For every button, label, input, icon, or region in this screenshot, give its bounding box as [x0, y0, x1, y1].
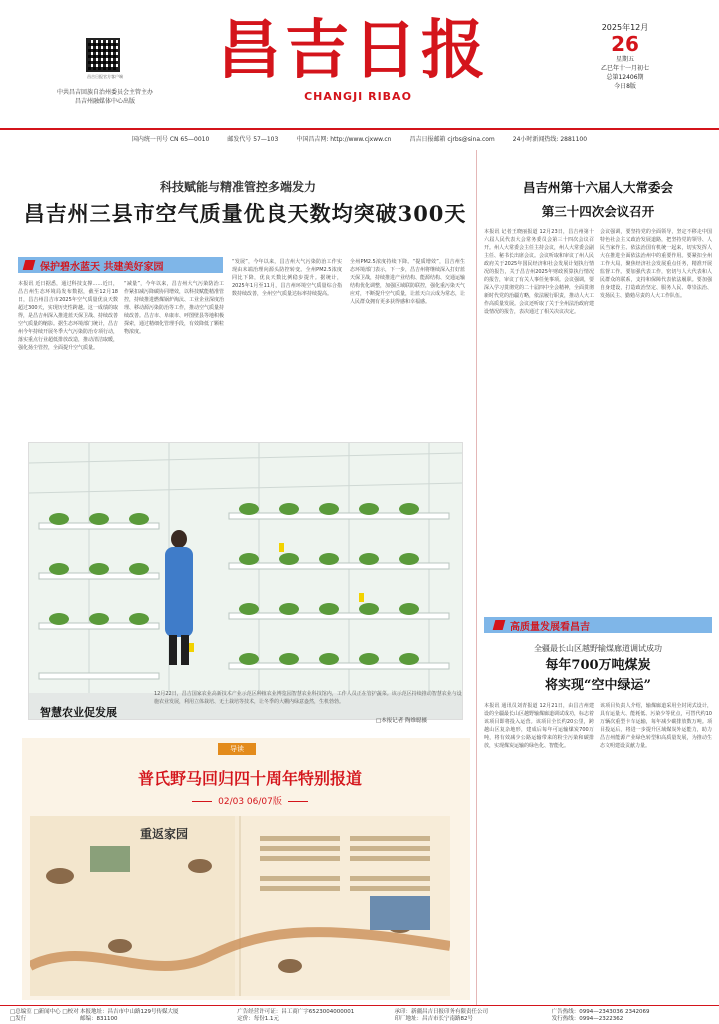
spread-illustration	[30, 816, 450, 996]
guide-tag: 导读	[218, 743, 256, 755]
right-body-col1: 本报讯 记者王晓丽报道 12月23日，昌吉州第十六届人民代表大会常务委员会第三十四次会议召开。州人大常委会主任主持会议，州人大常委会副主任、秘书长出席会议。会议听取和审议了州人民政府关于2025年国民经济和社会发展计划执行情况的报告，关于昌吉州2025年财政预算执行情况的报告，审议了有关人事任免事项。会议强调，要深入学习贯彻党的二十届四中全会精神，全面贯彻新时代党的治疆方略，依法履行职责，推动人大工作高质量发展。会议还听取了关于全州法治政府建设情况的报告，表决通过了相关决议决定。	[484, 229, 594, 315]
qr-caption: 昌吉日报官方客户端	[87, 74, 123, 79]
lead-kicker: 科技赋能与精准管控多端发力	[159, 180, 316, 194]
photo-title: 智慧农业促发展	[40, 706, 117, 719]
section-banner-right-label: 高质量发展看昌吉	[510, 621, 590, 633]
guide-subtitle: 02/03 06/07版	[160, 794, 340, 807]
publisher-line: 昌吉州融媒体中心出版	[74, 98, 135, 105]
publisher-info	[40, 88, 170, 106]
right-kicker: 全疆最长山区越野输煤廊道调试成功	[534, 644, 662, 653]
column-divider	[476, 150, 477, 1005]
footer-price: 定价：每份1.1元	[237, 1016, 279, 1022]
year-month: 2025年12月	[601, 23, 649, 32]
guide-title[interactable]: 普氏野马回归四十周年特别报道	[137, 769, 362, 788]
footer-divider	[0, 1005, 719, 1006]
section-banner-label: 保护碧水蓝天 共建美好家园	[40, 261, 164, 273]
newspaper-spread-image[interactable]	[30, 816, 450, 996]
spread-title: 重返家园	[140, 827, 189, 841]
qr-code-icon[interactable]	[86, 38, 120, 72]
info-item: 邮发代号 57—103	[227, 135, 279, 143]
info-item: 国内统一刊号 CN 65—0010	[131, 135, 210, 143]
masthead	[0, 0, 719, 128]
weekday: 星期五	[615, 56, 634, 63]
issue-number: 总第12406期	[606, 74, 644, 81]
masthead-divider	[0, 128, 719, 130]
right-headline-2[interactable]	[484, 656, 712, 696]
newspaper-logo-pinyin: CHANGJI RIBAO	[304, 90, 412, 103]
footer-address: 本报地址：昌吉市中山路129号传媒大厦	[80, 1009, 179, 1015]
lead-headline[interactable]: 昌吉州三县市空气质量优良天数均突破300天	[23, 201, 467, 226]
lunar-date: 乙巳年十一月初七	[600, 65, 649, 72]
lead-body-col4: 全州PM2.5浓度持续下降。“提质增效”，昌吉州生态环境部门表示，下一步，昌吉州将继续深入打好蓝天保卫战，持续推进产业结构、能源结构、交通运输结构优化调整，加强区域联防联控，强化重污染天气应对，不断提升空气质量，让蓝天白云成为常态，让人民群众拥有更多获得感和幸福感。	[350, 259, 465, 305]
photo-caption: 12月22日，昌吉国家农业高新技术产业示范区种植农业博览园智慧农业科技馆内，工作人员正在管护蔬菜。该示范区持续推动智慧农业与设施农业发展，利用立体栽培、无土栽培等技术，让冬季的大棚内绿意盎然，生机勃勃。	[154, 691, 462, 705]
footer-printer-address: 印厂地址：昌吉市长宁南路82号	[394, 1016, 473, 1022]
publisher-line: 中共昌吉回族自治州委员会主管主办	[56, 89, 153, 96]
greenhouse-illustration	[29, 443, 463, 720]
footer-ad-phone: 广告热线：0994—2343036 2342069	[551, 1009, 650, 1015]
lead-body-col3: “发展”，今年以来，昌吉州大气污染防治工作实现由末端治理向源头防控转变。全州PM2.5浓度同比下降，优良天数比例稳步提升。据统计，2025年1月至11月，昌吉州环境空气质量综合指数持续改善，全州空气质量达标率持续提高。	[232, 259, 342, 297]
lead-body-col1: 本报讯 近日据悉，通过科技支撑……近日，昌吉州生态环境局发布数据，截至12月18日，昌吉州昌吉市2025年空气质量优良天数超过300天，实现历史性跨越。这一成绩的取得，是昌吉州深入推进蓝天保卫战、持续改善空气质量的缩影。据生态环境部门统计，昌吉州今年持续开展冬季大气污染防治专项行动，落实重点行业超低排放改造，推动清洁取暖，强化扬尘管控，全面提升空气质量。	[18, 281, 118, 351]
right-headline-line: 第三十四次会议召开	[541, 204, 655, 219]
right-body-col2: 会议强调，要坚持党的全面领导，坚定不移走中国特色社会主义政治发展道路，把坚持党的领导、人民当家作主、依法治国有机统一起来，切实发挥人大在推进全面依法治州中的重要作用。要紧扣全州工作大局，聚焦经济社会发展重点任务，精准开展监督工作。要加强代表工作，密切与人大代表和人民群众的联系，支持和保障代表依法履职。要加强自身建设，打造政治坚定、服务人民、尊崇法治、发扬民主、勤勉尽责的人大工作队伍。	[600, 229, 712, 299]
lead-body-col2: “减量”，今年以来，昌吉州大气污染防治工作紧扣减污降碳协同增效，以科技赋能精准管控，持续推进燃煤锅炉淘汰、工业企业深度治理、移动源污染防治等工作，推动空气质量持续改善。昌吉市、阜康市、呼图壁县等地积极探索，通过精细化管理手段，有效降低了颗粒物浓度。	[124, 281, 224, 335]
info-item: 24小时新闻热线: 2881100	[512, 135, 588, 143]
footer-office: □总编室 □新闻中心 □校对 □发行	[10, 1009, 79, 1022]
info-bar	[0, 132, 719, 144]
footer-ad-license: 广告经营许可证：昌工商广字6523004000001	[237, 1009, 355, 1015]
issue-date-box	[580, 22, 670, 91]
footer-license-block	[237, 1009, 394, 1023]
right-headline[interactable]	[484, 176, 712, 224]
greenhouse-photo[interactable]	[28, 442, 463, 720]
footer-dist-phone: 发行热线：0994—2322362	[551, 1016, 624, 1022]
right-headline-2-line: 每年700万吨煤炭	[545, 658, 651, 673]
footer	[0, 1008, 719, 1024]
newspaper-logo: 昌吉日报	[217, 13, 489, 88]
banner-mark-icon	[23, 260, 36, 270]
right-body-col4: 该项目负责人介绍，输煤廊道采用全封闭式设计，具有运量大、能耗低、污染少等优点，可替代约10万辆次重型卡车运输，每年减少碳排放数万吨。项目投运后，将进一步提升区域煤炭外运能力，助力昌吉州能源产业绿色转型和高质量发展，为推动生态文明建设贡献力量。	[600, 703, 712, 749]
info-item-website[interactable]: 中国昌吉网: http://www.cjxww.cn	[296, 135, 392, 143]
section-banner	[18, 257, 223, 273]
right-body-col3: 本报讯 通讯员刘青报道 12月21日，由昌吉州建设的全疆最长山区越野输煤廊道调试成功，标志着该项目即将投入运营。该项目全长约20公里，跨越山区复杂地形，建成后每年可运输煤炭700万吨，将有效减少公路运输带来的粉尘污染和碳排放，实现煤炭运输的绿色化、智能化。	[484, 703, 594, 749]
footer-postcode: 邮编：831100	[80, 1016, 118, 1022]
info-item-email[interactable]: 昌吉日报邮箱 cjrbs@sina.com	[409, 135, 495, 143]
footer-printer: 承印：新疆昌吉日报印务有限责任公司	[394, 1009, 489, 1015]
footer-phone-block	[552, 1009, 709, 1023]
section-banner-right	[484, 617, 712, 633]
day: 26	[611, 32, 639, 56]
right-headline-line: 昌吉州第十六届人大常委会	[522, 180, 673, 195]
page-count: 今日8版	[614, 83, 636, 90]
right-headline-2-line: 将实现“空中绿运”	[545, 678, 651, 693]
footer-print-block	[395, 1009, 552, 1023]
footer-address-block	[80, 1009, 237, 1023]
photo-credit: □本报记者 陶维聪摄	[376, 718, 427, 724]
